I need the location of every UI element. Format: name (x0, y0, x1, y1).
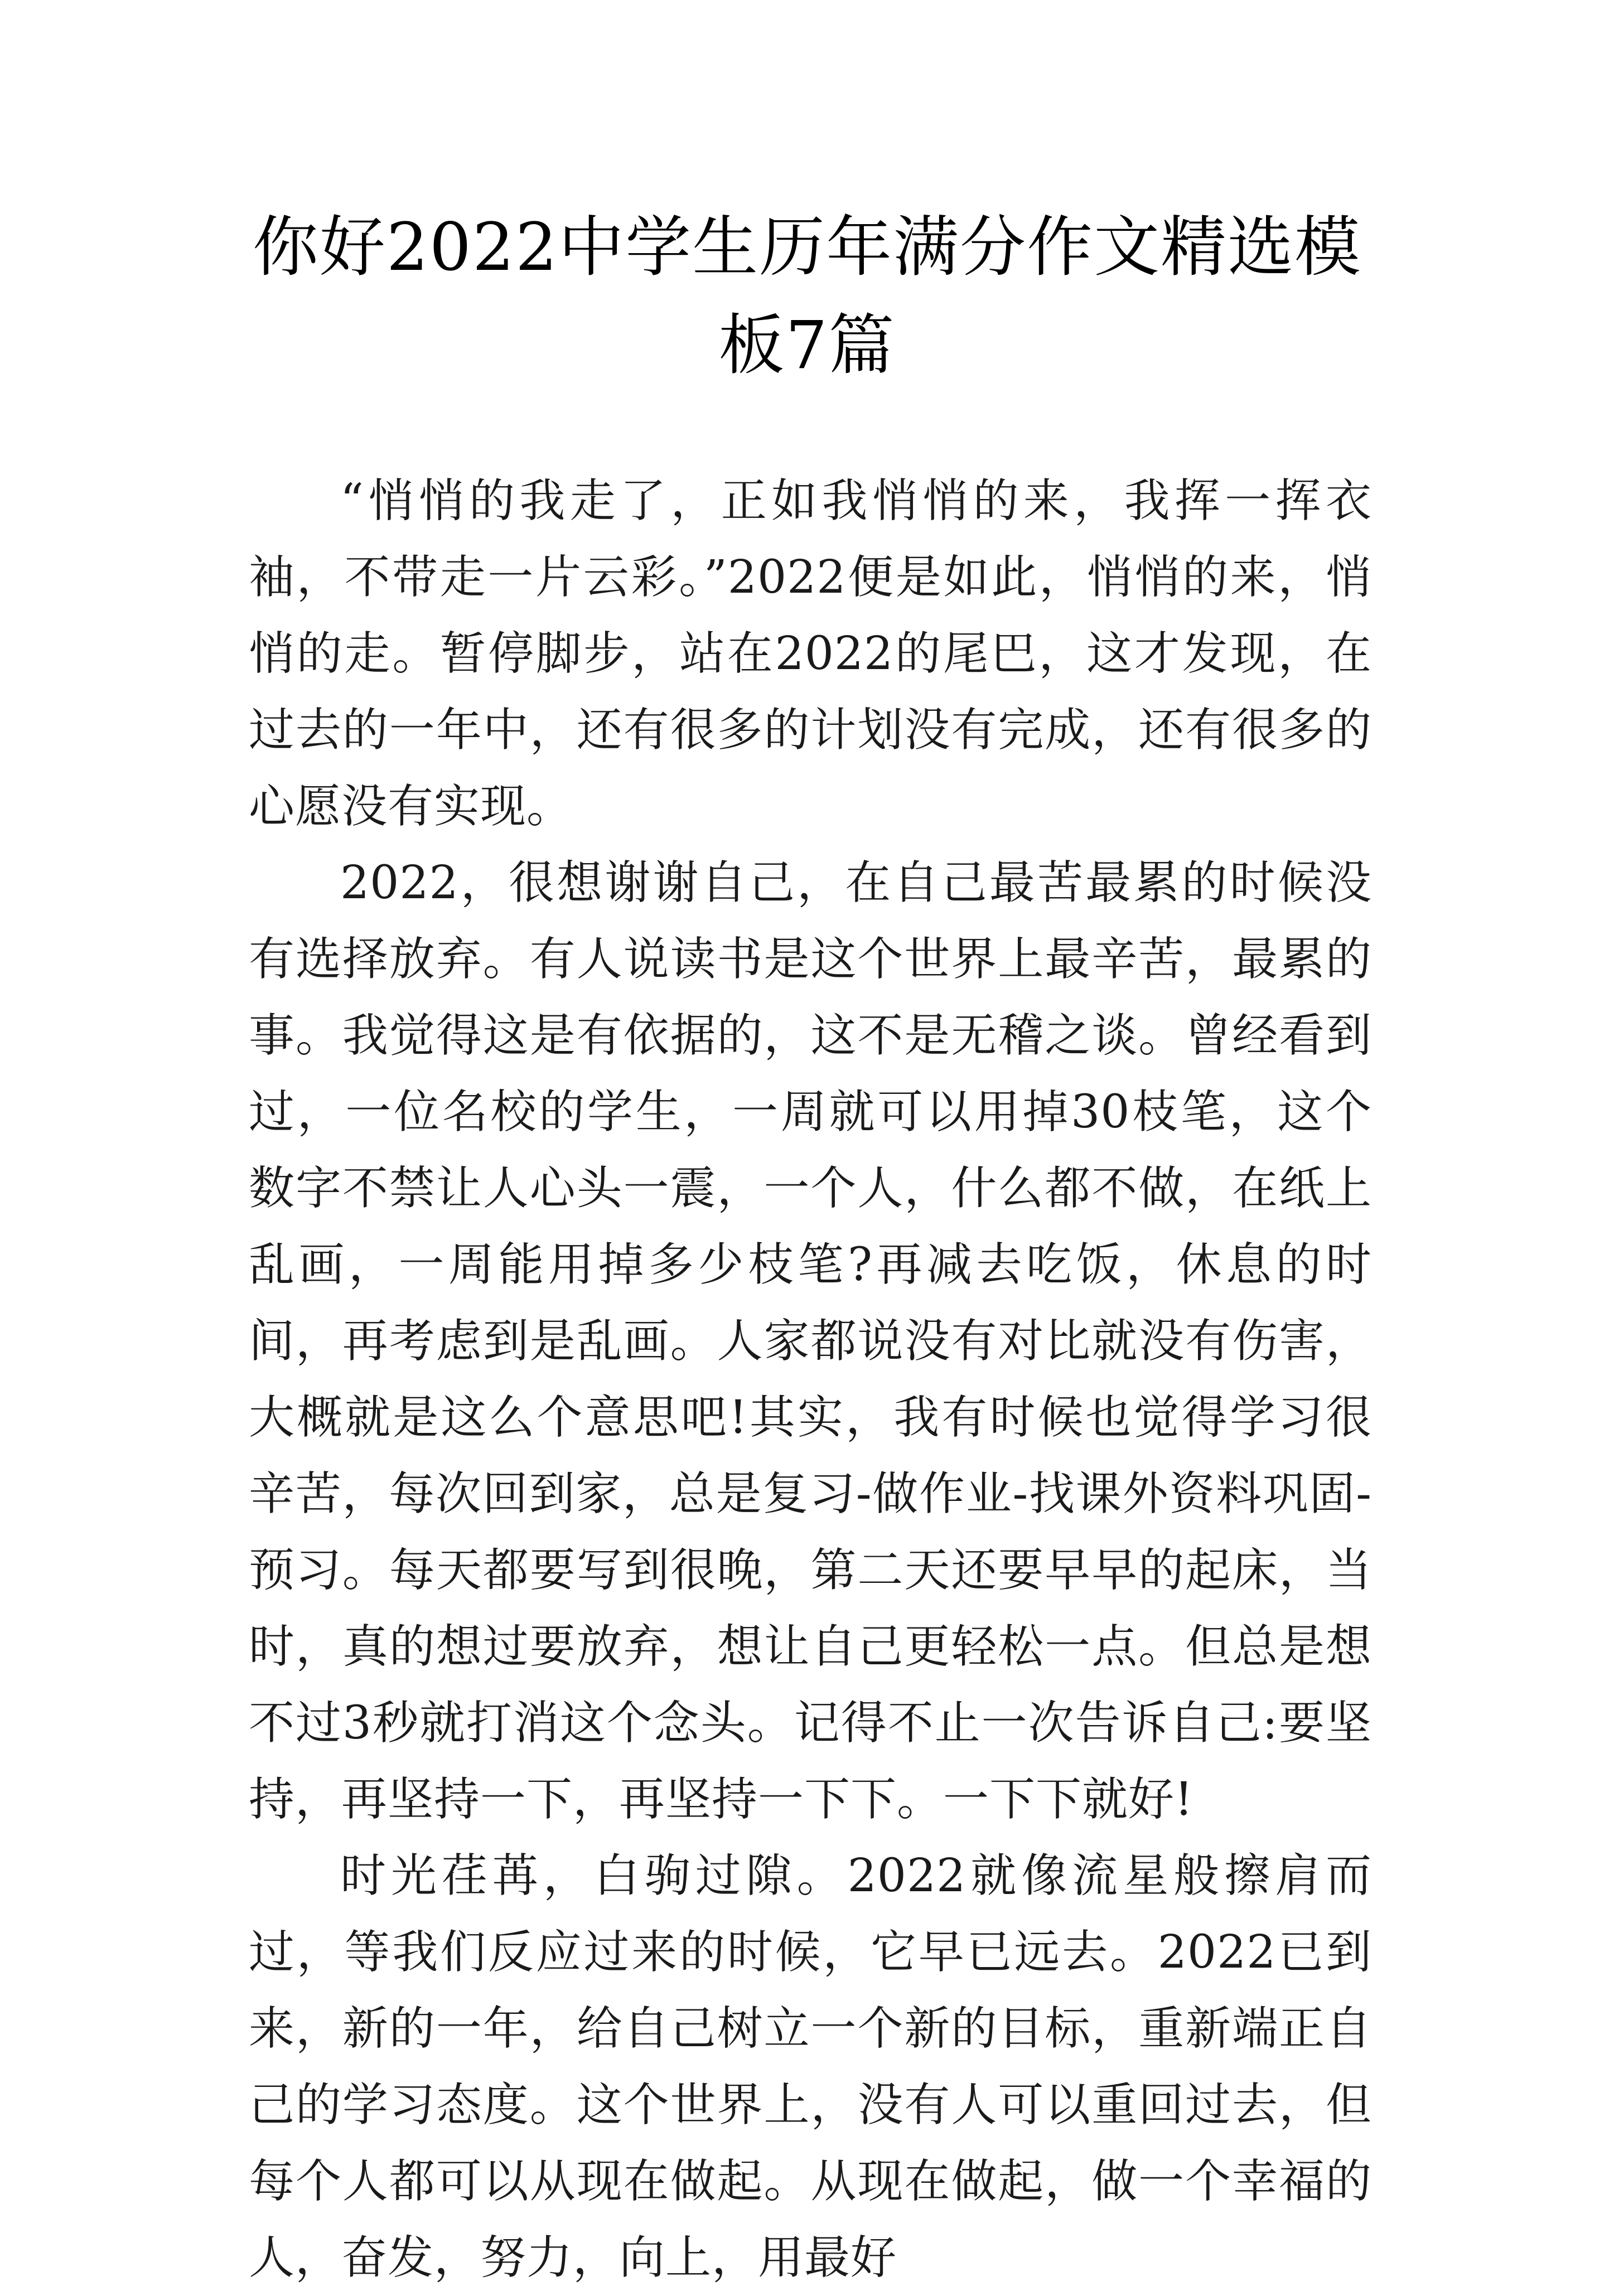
paragraph-3: 时光荏苒，白驹过隙。2022就像流星般擦肩而过，等我们反应过来的时候，它早已远去。2022已到来，新的一年，给自己树立一个新的目标，重新端正自己的学习态度。这个世界上，没有人可以重回过去，但每个人都可以从现在做起。从现在做起，做一个幸福的人，奋发，努力，向上，用最好 (249, 1849, 1372, 2284)
paragraph-2: 2022，很想谢谢自己，在自己最苦最累的时候没有选择放弃。有人说读书是这个世界上最辛苦，最累的事。我觉得这是有依据的，这不是无稽之谈。曾经看到过，一位名校的学生，一周就可以用掉30枝笔，这个数字不禁让人心头一震，一个人，什么都不做，在纸上乱画，一周能用掉多少枝笔?再减去吃饭，休息的时间，再考虑到是乱画。人家都说没有对比就没有伤害，大概就是这么个意思吧!其实，我有时候也觉得学习很辛苦，每次回到家，总是复习-做作业-找课外资料巩固-预习。每天都要写到很晚，第二天还要早早的起床，当时，真的想过要放弃，想让自己更轻松一点。但总是想不过3秒就打消这个念头。记得不止一次告诉自己:要坚持，再坚持一下，再坚持一下下。一下下就好! (249, 856, 1372, 1826)
document-title: 你好2022中学生历年满分作文精选模板7篇 (252, 209, 1362, 384)
paragraph-1: “悄悄的我走了，正如我悄悄的来，我挥一挥衣袖，不带走一片云彩。”2022便是如此，悄悄的来，悄悄的走。暂停脚步，站在2022的尾巴，这才发现，在过去的一年中，还有很多的计划没有完成，还有很多的心愿没有实现。 (249, 474, 1372, 833)
document-body (249, 463, 1372, 2296)
